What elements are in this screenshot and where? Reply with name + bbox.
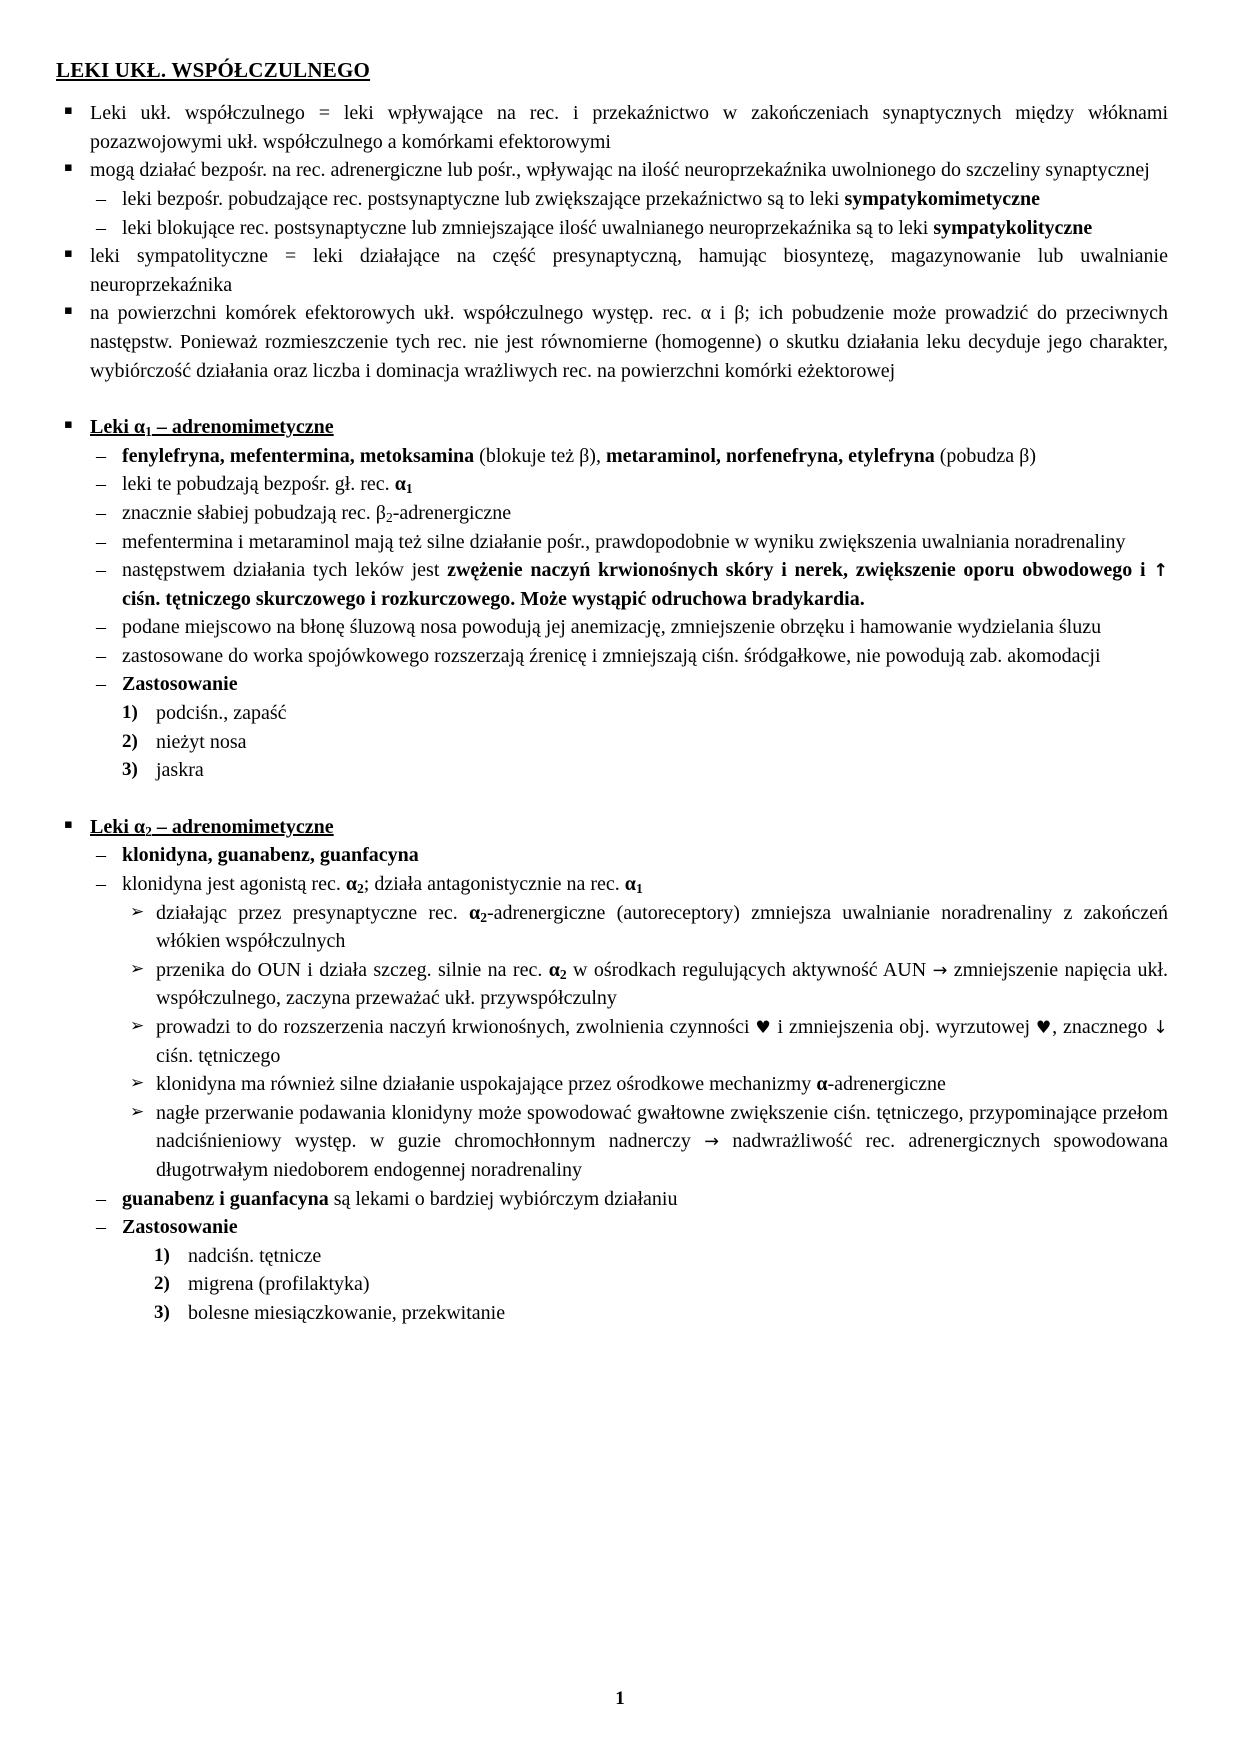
dash-bullet-icon: – [96, 844, 106, 867]
alpha2-sub-1-receptor [469, 902, 487, 924]
intro-sub-2-term: sympatykolityczne [933, 216, 1093, 239]
arrow-bullet-icon: ➢ [130, 1101, 145, 1122]
alpha2-sub-5-lead: nagłe przerwanie podawania klonidyny może spowodować gwałtowne zwiększenie ciśn. tętniczego, przypominające przełom nadciśnieniowy występ. w guzie chromochłonnym nadnerczy [156, 1101, 1168, 1153]
alpha2-zastosowanie-item-3 [56, 1299, 1168, 1328]
intro-bullet-4-text: na powierzchni komórek efektorowych ukł. współczulnego występ. rec. α i β; ich pobudzenie może prowadzić do przeciwnych następstw. Ponieważ rozmieszczenie tych rec. nie jest równomierne (homogenne) o skutku działania leku decyduje jego charakter, wybiórczość działania oraz liczba i dominacja wrażliwych rec. na powierzchni komórki eżektorowej [90, 302, 1168, 382]
alpha1-item-3-lead: znacznie słabiej pobudzają rec. β [122, 501, 386, 524]
alpha2-sub-2-post: zmniejszenie napięcia ukł. współczulnego, zaczyna przeważać ukł. przywspółczulny [156, 958, 1169, 1010]
dash-bullet-icon: – [96, 873, 106, 896]
alpha1-item-2-alpha: α [394, 473, 406, 496]
dash-bullet-icon: – [96, 216, 106, 239]
alpha1-item-4-text: mefentermina i metaraminol mają też silne działanie pośr., prawdopodobnie w wyniku zwiększenia uwalniania noradrenaliny [122, 530, 1126, 553]
alpha1-item-2-receptor [395, 473, 413, 495]
intro-sub-1-term: sympatykomimetyczne [844, 187, 1041, 210]
alpha1-drugs-note-2: (pobudza β) [934, 444, 1037, 467]
alpha2-zastosowanie-item-3-text: bolesne miesiączkowanie, przekwitanie [188, 1301, 506, 1324]
alpha1-item-2 [56, 470, 1168, 499]
alpha2-sub-4-post: -adrenergiczne [827, 1073, 946, 1096]
alpha2-sub-3-post: ciśn. tętniczego [156, 1044, 281, 1067]
alpha2-sub-2-receptor [549, 959, 567, 981]
intro-sub-1-lead: leki bezpośr. pobudzające rec. postsynaptyczne lub zwiększające przekaźnictwo są to leki [122, 187, 845, 210]
alpha2-sub-2-lead: przenika do OUN i działa szczeg. silnie na rec. [156, 958, 549, 981]
alpha2-item-2-receptor-b [625, 873, 643, 895]
alpha2-heading-pre: Leki α [90, 815, 146, 838]
intro-bullet-3-text: leki sympatolityczne = leki działające na część presynaptyczną, hamując biosyntezę, magazynowanie lub uwalnianie neuroprzekaźnika [90, 245, 1168, 296]
alpha1-zastosowanie-item-1-text: podciśn., zapaść [156, 702, 287, 725]
alpha2-sub-4 [56, 1070, 1168, 1099]
alpha1-item-6 [56, 613, 1168, 642]
alpha2-heading [90, 816, 334, 838]
arrow-bullet-icon: ➢ [130, 1073, 145, 1094]
alpha1-item-6-text: podane miejscowo na błonę śluzową nosa powodują jej anemizację, zmniejszenie obrzęku i hamowanie wydzielania śluzu [122, 616, 1102, 639]
right-arrow-icon: → [704, 1132, 720, 1153]
section-heading-alpha1 [56, 413, 1168, 442]
list-marker: 3) [122, 759, 138, 781]
heart-icon: ♥ [1035, 1018, 1053, 1038]
page-title: LEKI UKŁ. WSPÓŁCZULNEGO [56, 58, 371, 82]
alpha2-sub-1-alpha: α [469, 901, 481, 924]
section-heading-alpha2 [56, 813, 1168, 842]
intro-bullet-2-text: mogą działać bezpośr. na rec. adrenergiczne lub pośr., wpływając na ilość neuroprzekaźnika uwolnionego do szczeliny synaptycznej [90, 159, 1150, 182]
alpha2-sub-3-mid2: , znacznego [1052, 1016, 1154, 1038]
alpha1-item-5-bold-b: ciśn. tętniczego skurczowego i rozkurczowego. Może wystąpić odruchowa bradykardia. [122, 587, 865, 610]
alpha1-item-3 [56, 499, 1168, 528]
page-number: 1 [615, 1688, 625, 1709]
intro-bullet-1-text: Leki ukł. współczulnego = leki wpływające na rec. i przekaźnictwo w zakończeniach synaptycznych między włóknami pozazwojowymi ukł. współczulnego a komórkami efektorowymi [90, 102, 1168, 153]
alpha2-item-3-rest: są lekami o bardziej wybiórczym działaniu [328, 1187, 678, 1210]
alpha1-item-drugs [56, 442, 1168, 471]
alpha1-zastosowanie-item-3-text: jaskra [156, 759, 204, 782]
dash-bullet-icon: – [96, 616, 106, 639]
intro-sub-2 [56, 214, 1168, 243]
alpha2-heading-post: – adrenomimetyczne [151, 815, 334, 838]
alpha1-item-5-bold-a: zwężenie naczyń krwionośnych skóry i nerek, zwiększenie oporu obwodowego i [447, 559, 1154, 582]
alpha2-zastosowanie-item-2 [56, 1270, 1168, 1299]
alpha2-sub-1-post: -adrenergiczne (autoreceptory) zmniejsza uwalnianie noradrenaliny z zakończeń włókien współczulnych [156, 901, 1168, 953]
alpha2-zastosowanie-item-1-text: nadciśn. tętnicze [188, 1244, 322, 1267]
square-bullet-icon: ▪ [64, 160, 73, 176]
alpha1-item-7 [56, 642, 1168, 671]
alpha1-item-5-lead: następstwem działania tych leków jest [122, 559, 448, 582]
alpha1-drugs-note-1: (blokuje też β), [474, 444, 606, 467]
square-bullet-icon: ▪ [64, 246, 73, 262]
alpha1-item-2-lead: leki te pobudzają bezpośr. gł. rec. [122, 473, 395, 496]
dash-bullet-icon: – [96, 559, 106, 582]
square-bullet-icon: ▪ [64, 816, 73, 832]
alpha2-sub-1 [56, 899, 1168, 956]
alpha2-sub-4-alpha: α [816, 1073, 828, 1096]
intro-bullet-3 [56, 242, 1168, 299]
list-marker: 2) [122, 730, 138, 752]
alpha2-zastosowanie-label-row [56, 1213, 1168, 1242]
arrow-bullet-icon: ➢ [130, 901, 145, 922]
alpha1-drugs-group-2: metaraminol, norfenefryna, etylefryna [605, 444, 935, 467]
alpha1-item-7-text: zastosowane do worka spojówkowego rozszerzają źrenicę i zmniejszają ciśn. śródgałkowe, nie powodują zab. akomodacji [122, 644, 1101, 667]
up-arrow-icon: ↑ [1153, 561, 1168, 582]
alpha2-item-2-subscript-b: 1 [635, 881, 643, 897]
alpha1-heading-subscript: 1 [145, 424, 152, 440]
alpha2-sub-5 [56, 1099, 1168, 1185]
alpha2-item-3 [56, 1185, 1168, 1214]
alpha2-zastosowanie-label: Zastosowanie [122, 1216, 238, 1239]
down-arrow-icon: ↓ [1153, 1018, 1168, 1038]
alpha1-zastosowanie-label-row [56, 670, 1168, 699]
alpha1-heading-post: – adrenomimetyczne [151, 416, 334, 439]
alpha2-sub-2-alpha: α [548, 958, 560, 981]
alpha2-sub-3-mid: i zmniejszenia obj. wyrzutowej [771, 1016, 1036, 1038]
spacer [56, 385, 1168, 413]
alpha2-item-2-alpha-b: α [624, 873, 636, 896]
alpha2-item-2 [56, 870, 1168, 899]
alpha1-heading-pre: Leki α [90, 416, 146, 439]
spacer [56, 83, 1168, 99]
right-arrow-icon: → [932, 960, 948, 981]
alpha2-sub-3 [56, 1013, 1168, 1070]
intro-bullet-2 [56, 156, 1168, 185]
heart-icon: ♥ [755, 1018, 772, 1038]
alpha2-sub-2-subscript: 2 [559, 966, 567, 982]
alpha2-item-2-alpha-a: α [345, 873, 357, 896]
spacer [56, 785, 1168, 813]
dash-bullet-icon: – [96, 1187, 106, 1210]
alpha2-item-2-subscript-a: 2 [357, 881, 364, 897]
list-marker: 1) [154, 1244, 170, 1266]
alpha1-zastosowanie-item-3 [56, 756, 1168, 785]
square-bullet-icon: ▪ [64, 103, 73, 119]
alpha1-item-3-subscript: 2 [385, 509, 393, 525]
alpha2-heading-subscript: 2 [145, 823, 152, 839]
list-marker: 3) [154, 1301, 170, 1323]
intro-bullet-4 [56, 299, 1168, 385]
dash-bullet-icon: – [96, 1216, 106, 1239]
alpha1-zastosowanie-label: Zastosowanie [122, 673, 238, 696]
list-marker: 2) [154, 1273, 170, 1295]
alpha2-zastosowanie-item-2-text: migrena (profilaktyka) [188, 1273, 370, 1296]
alpha2-sub-1-subscript: 2 [480, 909, 487, 925]
alpha1-heading [90, 416, 334, 438]
dash-bullet-icon: – [96, 673, 106, 696]
alpha1-item-4 [56, 528, 1168, 557]
alpha2-sub-5-post: nadwrażliwość rec. adrenergicznych spowodowana długotrwałym niedoborem endogennej noradrenaliny [156, 1130, 1168, 1181]
alpha2-item-2-mid: ; działa antagonistycznie na rec. [363, 873, 625, 896]
dash-bullet-icon: – [96, 530, 106, 553]
dash-bullet-icon: – [96, 444, 106, 467]
alpha1-item-2-subscript: 1 [405, 481, 413, 497]
alpha2-sub-2-mid: w ośrodkach regulujących aktywność AUN [566, 958, 933, 981]
dash-bullet-icon: – [96, 187, 106, 210]
arrow-bullet-icon: ➢ [130, 1016, 145, 1036]
square-bullet-icon: ▪ [64, 417, 73, 433]
alpha1-zastosowanie-item-1 [56, 699, 1168, 728]
alpha2-zastosowanie-item-1 [56, 1242, 1168, 1271]
intro-sub-1 [56, 185, 1168, 214]
dash-bullet-icon: – [96, 501, 106, 524]
alpha2-sub-3-lead: prowadzi to do rozszerzenia naczyń krwionośnych, zwolnienia czynności [156, 1016, 756, 1038]
alpha1-zastosowanie-item-2 [56, 728, 1168, 757]
alpha1-drugs-group-1: fenylefryna, mefentermina, metoksamina [122, 444, 475, 467]
alpha2-sub-1-lead: działając przez presynaptyczne rec. [156, 901, 470, 924]
dash-bullet-icon: – [96, 473, 106, 496]
list-marker: 1) [122, 702, 138, 724]
square-bullet-icon: ▪ [64, 303, 73, 319]
alpha2-drugs-list: klonidyna, guanabenz, guanfacyna [122, 844, 419, 867]
alpha1-zastosowanie-item-2-text: nieżyt nosa [156, 730, 247, 753]
intro-bullet-1 [56, 99, 1168, 156]
alpha2-item-2-receptor-a [346, 873, 364, 895]
alpha1-item-3-post: -adrenergiczne [392, 501, 512, 524]
alpha2-item-drugs [56, 841, 1168, 870]
alpha2-item-2-lead: klonidyna jest agonistą rec. [122, 873, 346, 896]
alpha1-item-5 [56, 556, 1168, 613]
dash-bullet-icon: – [96, 644, 106, 667]
intro-sub-2-lead: leki blokujące rec. postsynaptyczne lub zmniejszające ilość uwalnianego neuroprzekaźnika są to leki [122, 216, 934, 239]
arrow-bullet-icon: ➢ [130, 958, 145, 979]
alpha2-item-3-drugs: guanabenz i guanfacyna [122, 1187, 329, 1210]
alpha2-sub-4-lead: klonidyna ma również silne działanie uspokajające przez ośrodkowe mechanizmy [156, 1073, 817, 1096]
alpha2-sub-2 [56, 956, 1168, 1013]
